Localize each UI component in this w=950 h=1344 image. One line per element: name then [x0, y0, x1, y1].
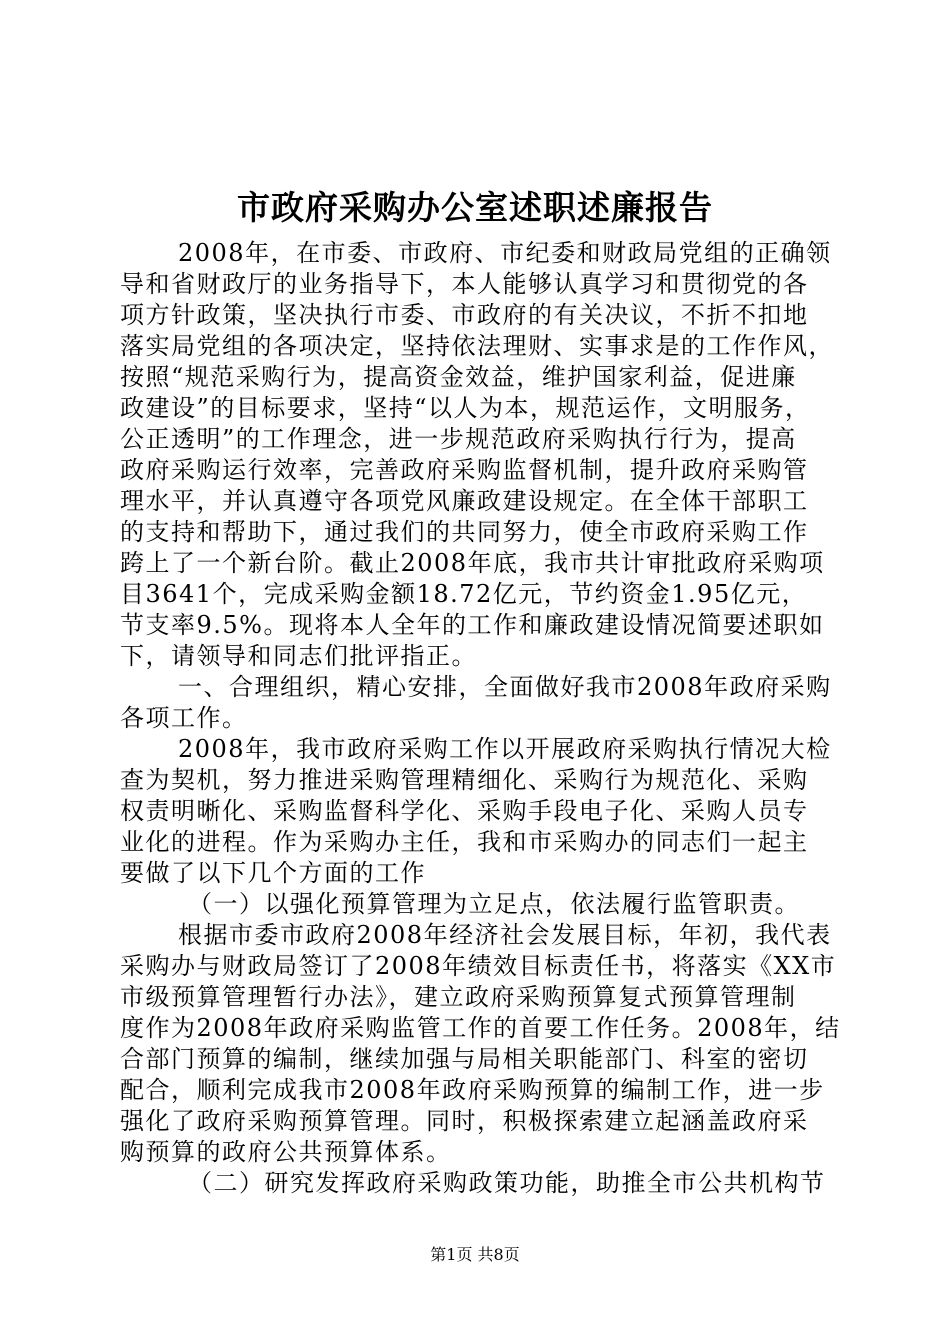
text-line: 按照“规范采购行为，提高资金效益，维护国家利益，促进廉	[120, 363, 797, 391]
text-line: 查为契机，努力推进采购管理精细化、采购行为规范化、采购	[120, 766, 809, 794]
text-line: 落实局党组的各项决定，坚持依法理财、实事求是的工作作风，	[120, 332, 834, 360]
subsection-heading: （二）研究发挥政府采购政策功能，助推全市公共机构节	[188, 1169, 826, 1197]
document-body	[120, 238, 840, 1199]
text-line: 政府采购运行效率，完善政府采购监督机制，提升政府采购管	[120, 456, 809, 484]
text-line: 度作为2008年政府采购监管工作的首要工作任务。2008年，结	[120, 1014, 841, 1042]
page-number: 第1页 共8页	[430, 1245, 520, 1264]
text-line: 下，请领导和同志们批评指正。	[120, 642, 477, 670]
text-line: 要做了以下几个方面的工作	[120, 859, 426, 887]
text-line: 2008年，我市政府采购工作以开展政府采购执行情况大检	[178, 735, 832, 763]
text-line: 购预算的政府公共预算体系。	[120, 1138, 452, 1166]
text-line: 采购办与财政局签订了2008年绩效目标责任书，将落实《XX市	[120, 952, 837, 980]
text-line: 业化的进程。作为采购办主任，我和市采购办的同志们一起主	[120, 828, 809, 856]
text-line: 合部门预算的编制，继续加强与局相关职能部门、科室的密切	[120, 1045, 809, 1073]
text-line: 跨上了一个新台阶。截止2008年底，我市共计审批政府采购项	[120, 549, 825, 577]
document-title: 市政府采购办公室述职述廉报告	[237, 188, 713, 227]
text-line: 2008年，在市委、市政府、市纪委和财政局党组的正确领	[178, 239, 832, 267]
text-line: 公正透明”的工作理念，进一步规范政府采购执行行为，提高	[120, 425, 797, 453]
text-line: 目3641个，完成采购金额18.72亿元，节约资金1.95亿元，	[120, 580, 808, 608]
text-line: 项方针政策，坚决执行市委、市政府的有关决议，不折不扣地	[120, 301, 809, 329]
text-line: 权责明晰化、采购监督科学化、采购手段电子化、采购人员专	[120, 797, 809, 825]
text-line: 理水平，并认真遵守各项党风廉政建设规定。在全体干部职工	[120, 487, 809, 515]
subsection-heading: （一）以强化预算管理为立足点，依法履行监管职责。	[188, 890, 800, 918]
section-heading: 一、合理组织，精心安排，全面做好我市2008年政府采购	[178, 673, 832, 701]
text-line: 根据市委市政府2008年经济社会发展目标，年初，我代表	[178, 921, 832, 949]
section-heading-continued: 各项工作。	[120, 704, 248, 732]
text-line: 市级预算管理暂行办法》，建立政府采购预算复式预算管理制	[120, 983, 797, 1011]
text-line: 强化了政府采购预算管理。同时，积极探索建立起涵盖政府采	[120, 1107, 809, 1135]
text-line: 节支率9.5%。现将本人全年的工作和廉政建设情况简要述职如	[120, 611, 825, 639]
text-line: 配合，顺利完成我市2008年政府采购预算的编制工作，进一步	[120, 1076, 825, 1104]
text-line: 政建设”的目标要求，坚持“以人为本，规范运作，文明服务，	[120, 394, 811, 422]
text-line: 的支持和帮助下，通过我们的共同努力，使全市政府采购工作	[120, 518, 809, 546]
text-line: 导和省财政厅的业务指导下，本人能够认真学习和贯彻党的各	[120, 270, 809, 298]
